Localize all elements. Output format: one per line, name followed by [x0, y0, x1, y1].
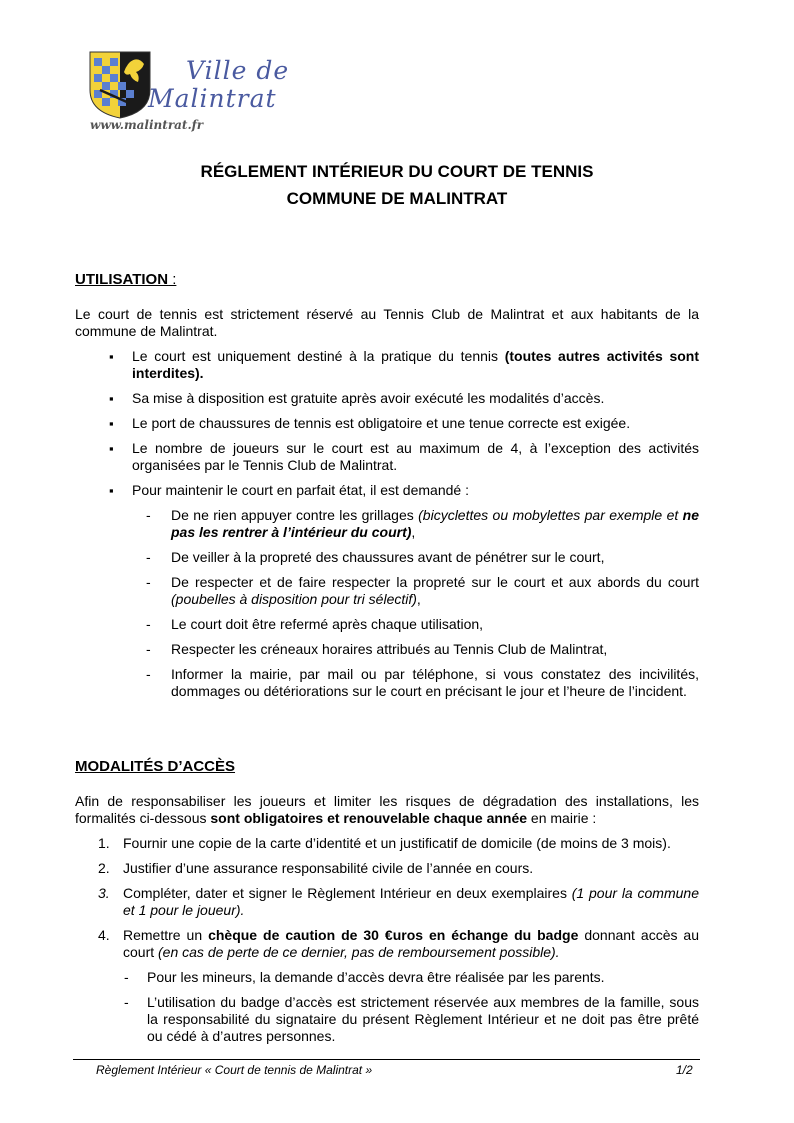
- list-item: ▪ Sa mise à disposition est gratuite après avoir exécuté les modalités d’accès.: [109, 390, 605, 406]
- dash-marker: -: [146, 549, 151, 565]
- logo-text-line2: Malintrat: [148, 84, 277, 113]
- list-item: - Respecter les créneaux horaires attribués au Tennis Club de Malintrat,: [146, 641, 608, 657]
- list-item: - Informer la mairie, par mail ou par téléphone, si vous constatez des incivilités, dommages ou détériorations sur le court en précisant le jour et l’heure de l’incident.: [146, 666, 699, 699]
- town-logo: [84, 50, 290, 136]
- dash-marker: -: [146, 616, 151, 632]
- list-item: ▪ Pour maintenir le court en parfait état, il est demandé :: [109, 482, 469, 498]
- number-marker: 1.: [98, 835, 110, 851]
- section-heading-modalites: MODALITÉS D’ACCÈS: [75, 758, 236, 775]
- number-marker: 4.: [98, 927, 110, 943]
- dash-marker: -: [124, 994, 129, 1010]
- page-number: 1/2: [676, 1063, 693, 1077]
- dash-marker: -: [146, 574, 151, 590]
- utilisation-intro: Le court de tennis est strictement réservé au Tennis Club de Malintrat et aux habitants de la commune de Malintrat.: [75, 306, 699, 339]
- number-marker: 3.: [98, 885, 110, 901]
- list-item: - Le court doit être refermé après chaque utilisation,: [146, 616, 484, 632]
- list-item: 2. Justifier d’une assurance responsabilité civile de l’année en cours.: [98, 860, 534, 876]
- list-item: ▪ Le nombre de joueurs sur le court est au maximum de 4, à l’exception des activités organisées par le Tennis Club de Malintrat.: [109, 440, 699, 473]
- dash-marker: -: [146, 666, 151, 682]
- bullet-marker: ▪: [109, 483, 114, 498]
- dash-marker: -: [146, 507, 151, 523]
- logo-text-line1: Ville de: [186, 56, 290, 85]
- bullet-marker: ▪: [109, 391, 114, 406]
- section-heading-utilisation: UTILISATION :: [75, 271, 177, 288]
- bullet-marker: ▪: [109, 416, 114, 431]
- list-item: ▪ Le port de chaussures de tennis est obligatoire et une tenue correcte est exigée.: [109, 415, 631, 431]
- list-item: 1. Fournir une copie de la carte d’identité et un justificatif de domicile (de moins de 3 mois).: [98, 835, 671, 851]
- dash-marker: -: [146, 641, 151, 657]
- modalites-intro: Afin de responsabiliser les joueurs et limiter les risques de dégradation des installations, les formalités ci-dessous sont obligatoires et renouvelable chaque année en mairie :: [75, 793, 699, 826]
- list-item: - De ne rien appuyer contre les grillages (bicyclettes ou mobylettes par exemple et ne pas les rentrer à l’intérieur du court),: [146, 507, 699, 540]
- list-item: - De veiller à la propreté des chaussures avant de pénétrer sur le court,: [146, 549, 605, 565]
- bullet-marker: ▪: [109, 441, 114, 456]
- footer-divider: [73, 1059, 700, 1060]
- footer-document-name: Règlement Intérieur « Court de tennis de Malintrat »: [96, 1063, 373, 1077]
- dash-marker: -: [124, 969, 129, 985]
- list-item: - Pour les mineurs, la demande d’accès devra être réalisée par les parents.: [124, 969, 605, 985]
- document-subtitle: COMMUNE DE MALINTRAT: [286, 189, 508, 208]
- logo-website: www.malintrat.fr: [90, 118, 204, 132]
- list-item: - De respecter et de faire respecter la propreté sur le court et aux abords du court (poubelles à disposition pour tri sélectif),: [146, 574, 699, 607]
- list-item: 4. Remettre un chèque de caution de 30 €uros en échange du badge donnant accès au court (en cas de perte de ce dernier, pas de remboursement possible).: [98, 927, 700, 960]
- list-item: 3. Compléter, dater et signer le Règlement Intérieur en deux exemplaires (1 pour la commune et 1 pour le joueur).: [98, 885, 699, 918]
- number-marker: 2.: [98, 860, 110, 876]
- document-title: RÉGLEMENT INTÉRIEUR DU COURT DE TENNIS: [200, 162, 594, 181]
- list-item: ▪ Le court est uniquement destiné à la pratique du tennis (toutes autres activités sont interdites).: [109, 348, 699, 381]
- bullet-marker: ▪: [109, 349, 114, 364]
- list-item: - L’utilisation du badge d’accès est strictement réservée aux membres de la famille, sous la responsabilité du signataire du présent Règlement Intérieur et ne doit pas être prêté ou cédé à d’autres personnes.: [124, 994, 699, 1044]
